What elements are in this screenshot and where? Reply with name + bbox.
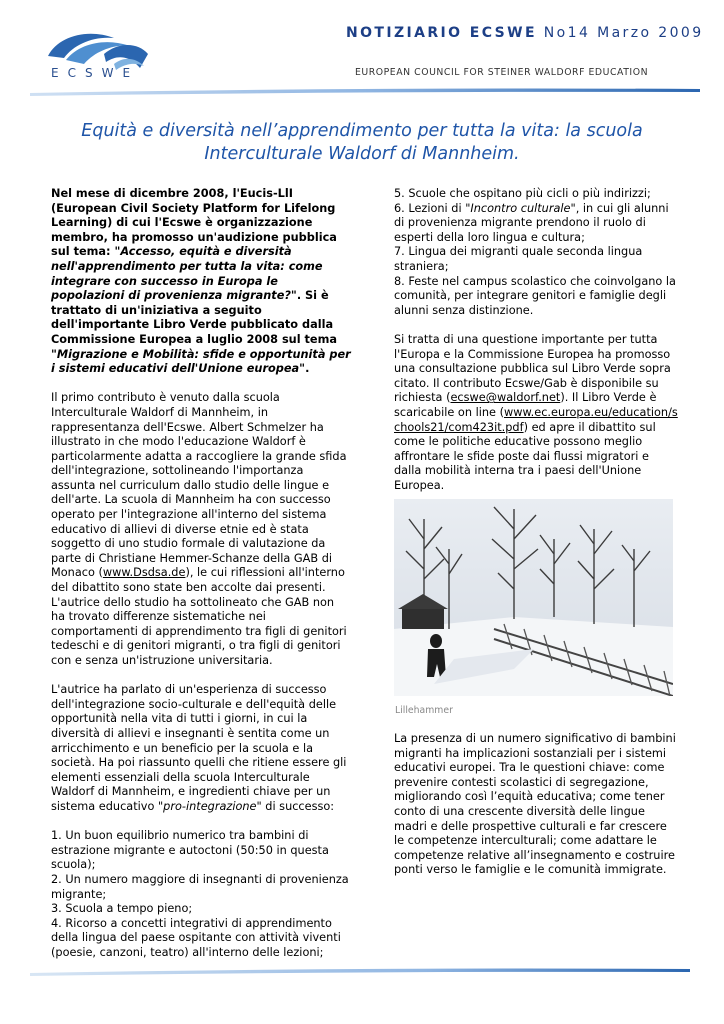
left-column: [51, 187, 351, 960]
lillehammer-photo: [394, 499, 673, 696]
body-paragraph: [51, 391, 351, 668]
organization-name: EUROPEAN COUNCIL FOR STEINER WALDORF EDUCATION: [355, 67, 649, 78]
list-item: 3. Scuola a tempo pieno;: [51, 902, 193, 916]
body-text: Si tratta di una questione importante per tutta l'Europa e la Commissione Europea ha promosso una consultazione pubblica sul Libro Verde sopra citato. Il contributo Ecswe/Gab è disponibile su richiesta (: [394, 332, 671, 405]
email-link[interactable]: ecswe@waldorf.net: [450, 391, 561, 405]
body-text-2: ), le cui riflessioni all'interno del dibattito sono state ben accolte dai presenti. L'autrice dello studio ha sottolineato che GAB non ha trovato differenze sistematiche nei comportamenti di apprendimento tra figli di genitori tedeschi e di genitori migranti, o tra figli di genitori con e senza un'istruzione universitaria.: [51, 566, 347, 667]
list-item: 8. Feste nel campus scolastico che coinvolgano la comunità, per integrare genitori e famiglie degli alunni senza distinzione.: [394, 274, 676, 317]
intro-text: Nel mese di dicembre 2008, l'Eucis-LlI (European Civil Society Platform for Lifelong Learning) di cui l'Ecswe è organizzazione membro, ha promosso un'audizione pubblica sul tema:: [51, 187, 337, 259]
list-item: 5. Scuole che ospitano più cicli o più indirizzi;: [394, 187, 651, 200]
pro-integration-term: "pro-integrazione": [157, 799, 262, 813]
body-text: Il primo contributo è venuto dalla scuola Interculturale Waldorf di Mannheim, in rappresentanza dell'Ecswe. Albert Schmelzer ha illustrato in che modo l'educazione Waldorf è particolarmente adatta a raccogliere la grande sfida dell'integrazione, sottolineando l'importanza assunta nel curriculum dallo studio delle lingue e dell'arte. La scuola di Mannheim ha con successo operato per l'integrazione all'interno del sistema educativo di allievi di diverse etnie ed è stata soggetto di uno studio formale di valutazione da parte di Christiane Hemmer-Schanze della GAB di Monaco (: [51, 391, 347, 580]
body-text-2: di successo:: [261, 799, 335, 813]
footer-rule: [30, 966, 690, 976]
logo-wordmark: ECSWE: [51, 66, 140, 80]
body-paragraph: [394, 333, 679, 494]
right-column: [394, 187, 679, 493]
dsdsa-link[interactable]: www.Dsdsa.de: [102, 566, 186, 580]
body-text-2: ). Il Libro Verde è scaricabile on line (: [394, 391, 657, 419]
right-column-bottom: [394, 732, 679, 878]
intro-paragraph: [51, 187, 351, 377]
newsletter-name: NOTIZIARIO ECSWE: [346, 25, 537, 41]
list-item: 7. Lingua dei migranti quale seconda lingua straniera;: [394, 245, 643, 273]
list-item: [394, 202, 679, 246]
green-paper-theme: "Migrazione e Mobilità: sfide e opportunità per i sistemi educativi dell'Unione europea": [51, 347, 351, 376]
list-item-text: 6. Lezioni di: [394, 201, 466, 215]
heading-line-1: Equità e diversità nell’apprendimento per tutta la vita: la scuola: [81, 121, 643, 141]
body-paragraph: [51, 683, 351, 814]
heading-line-2: Interculturale Waldorf di Mannheim.: [204, 144, 520, 164]
list-item-text-2: , in cui gli alunni di provenienza migrante prendono il ruolo di esperti della loro lingua e cultura;: [394, 201, 669, 244]
newsletter-issue: No14 Marzo 2009: [543, 25, 704, 41]
intro-end: .: [305, 362, 310, 376]
closing-paragraph: La presenza di un numero significativo di bambini migranti ha implicazioni sostanziali per i sistemi educativi europei. Tra le questioni chiave: come prevenire contesti scolastici di segregazione, migliorando così l’equità educativa; come tener conto di una crescente diversità delle lingue madri e delle prospettive culturali e far crescere le competenze interculturali; come adattare le competenze relative all’insegnamento e costruire ponti verso le famiglie e le comunità immigrate.: [394, 732, 676, 877]
hearing-theme: "Accesso, equità e diversità nell'apprendimento per tutta la vita: come integrare con successo in Europa le popolazioni di provenienza migrante?": [51, 245, 323, 303]
article-heading: [40, 120, 684, 166]
intro-text-2: . Si è trattato di un'iniziativa a seguito dell'importante Libro Verde pubblicato dalla Commissione Europea a luglio 2008 sul tema: [51, 289, 337, 346]
list-item: 2. Un numero maggiore di insegnanti di provenienza migrante;: [51, 872, 349, 901]
newsletter-title: [346, 25, 704, 41]
green-paper-link[interactable]: www.ec.europa.eu/education/schools21/com423it.pdf: [394, 405, 678, 434]
header-rule: [30, 85, 700, 97]
list-item: 1. Un buon equilibrio numerico tra bambini di estrazione migrante e autoctoni (50:50 in questa scuola);: [51, 829, 329, 872]
body-text: L'autrice ha parlato di un'esperienza di successo dell'integrazione socio-culturale e dell'equità delle opportunità nella vita di tutti i giorni, in cui la diversità di allievi e insegnanti è sentita come un arricchimento e un beneficio per la scuola e la società. Ha poi riassunto quelli che ritiene essere gli elementi essenziali della scuola Interculturale Waldorf di Mannheim, e ingredienti chiave per un sistema educativo: [51, 683, 347, 813]
body-text-3: ) ed apre il dibattito sul come le politiche educative possono meglio affrontare le sfide poste dai flussi migratori e dalla mobilità interna tra i paesi dell'Unione Europea.: [394, 420, 656, 492]
cultural-encounter-term: "Incontro culturale": [465, 201, 576, 215]
list-item: 4. Ricorso a concetti integrativi di apprendimento della lingua del paese ospitante con attività viventi (poesie, canzoni, teatro) all'interno delle lezioni;: [51, 916, 341, 959]
photo-caption: Lillehammer: [395, 705, 453, 716]
